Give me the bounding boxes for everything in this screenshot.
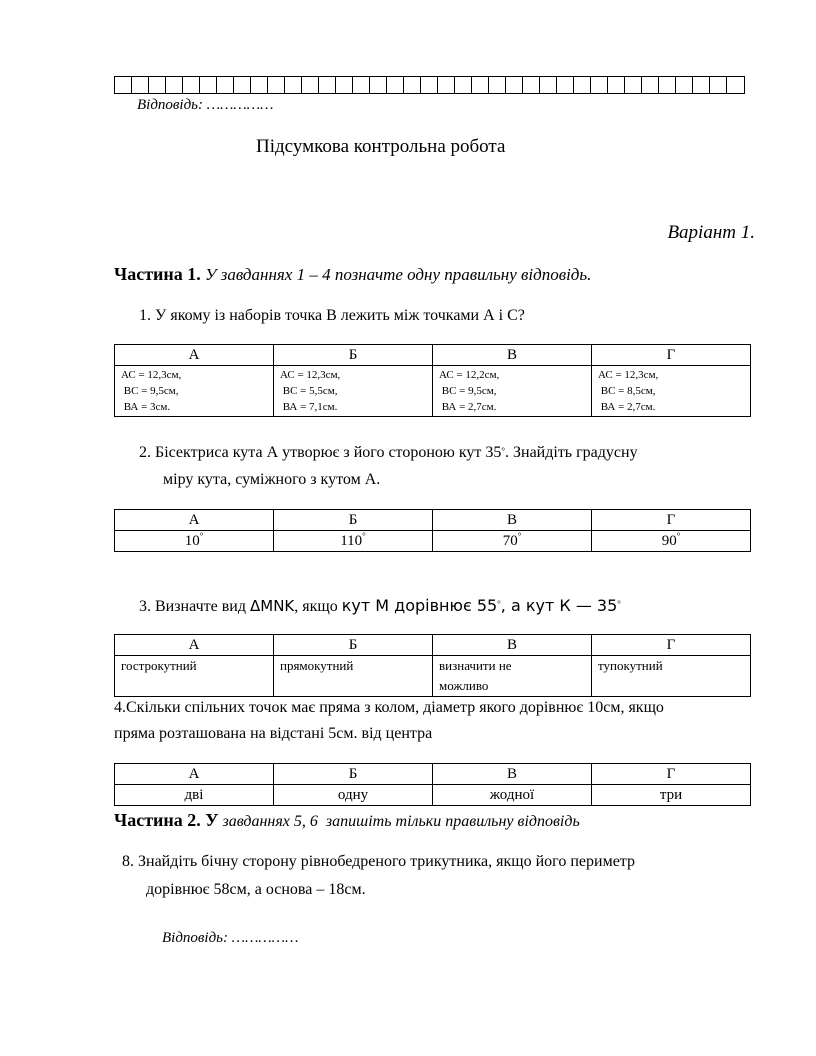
- option-line: ВС = 8,5см,: [598, 385, 656, 397]
- grid-cell: [285, 77, 302, 93]
- option-b-value: [274, 531, 433, 552]
- grid-cell: [217, 77, 234, 93]
- degree-sign: °: [199, 530, 204, 541]
- option-v-header: В: [433, 764, 592, 785]
- option-a-value: гострокутний: [115, 656, 274, 697]
- question-2-line1: [139, 440, 638, 466]
- option-v-header: В: [433, 510, 592, 531]
- option-a-header: А: [115, 764, 274, 785]
- question-4-table: [114, 763, 751, 806]
- option-b-header: Б: [274, 764, 433, 785]
- grid-cell: [710, 77, 727, 93]
- grid-cell: [421, 77, 438, 93]
- grid-cell: [268, 77, 285, 93]
- grid-cell: [404, 77, 421, 93]
- grid-cell: [115, 77, 132, 93]
- option-line: ВА = 7,1см.: [280, 401, 338, 413]
- grid-cell: [336, 77, 353, 93]
- grid-cell: [370, 77, 387, 93]
- option-line: ВА = 2,7см.: [598, 401, 656, 413]
- question-3-table: [114, 634, 751, 697]
- grid-cell: [183, 77, 200, 93]
- option-v-cell: [433, 366, 592, 417]
- question-2-line2: міру кута, суміжного з кутом А.: [163, 471, 381, 488]
- option-g-header: Г: [592, 345, 751, 366]
- question-1-table: [114, 344, 751, 417]
- option-v-value: жодної: [433, 785, 592, 806]
- question-2-text: 2. Бісектриса кута А утворює з його стороною кут 35: [139, 444, 502, 461]
- grid-cell: [557, 77, 574, 93]
- grid-cell: [642, 77, 659, 93]
- option-g-value: три: [592, 785, 751, 806]
- option-a-cell: [115, 366, 274, 417]
- part1-heading: [114, 264, 591, 285]
- option-line: ВА = 2,7см.: [439, 401, 497, 413]
- question-2-text-end: . Знайдіть градусну: [504, 444, 638, 461]
- option-a-header: А: [115, 345, 274, 366]
- grid-cell: [676, 77, 693, 93]
- question-8-line1: 8. Знайдіть бічну сторону рівнобедреного трикутника, якщо його периметр: [122, 853, 635, 870]
- grid-cell: [574, 77, 591, 93]
- bottom-answer-label: Відповідь: ……………: [162, 930, 299, 946]
- degree-sign: °: [676, 530, 681, 541]
- question-3-prefix: 3. Визначте вид: [139, 598, 250, 615]
- option-b-header: Б: [274, 345, 433, 366]
- grid-cell: [387, 77, 404, 93]
- grid-cell: [608, 77, 625, 93]
- degree-sign: °: [501, 446, 505, 456]
- top-answer-label: Відповідь: ……………: [137, 97, 274, 113]
- option-g-header: Г: [592, 635, 751, 656]
- grid-cell: [591, 77, 608, 93]
- grid-cell: [659, 77, 676, 93]
- option-g-value: [592, 531, 751, 552]
- degree-sign: °: [617, 599, 621, 609]
- question-1-text: 1. У якому із наборів точка В лежить між точками А і С?: [139, 307, 525, 324]
- option-b-cell: [274, 366, 433, 417]
- option-a-value: [115, 531, 274, 552]
- option-line: АС = 12,3см,: [121, 369, 182, 381]
- option-line: АС = 12,3см,: [598, 369, 659, 381]
- grid-cell: [489, 77, 506, 93]
- option-line: ВА = 3см.: [121, 401, 171, 413]
- option-b-value: прямокутний: [274, 656, 433, 697]
- triangle-label: ΔMNK: [249, 597, 295, 615]
- angle-value: 10: [184, 532, 200, 549]
- variant-label: Варіант 1.: [667, 222, 755, 243]
- option-v-value: визначити не можливо: [433, 656, 592, 697]
- part2-label: Частина 2.: [114, 810, 201, 830]
- grid-cell: [234, 77, 251, 93]
- option-v-value: [433, 531, 592, 552]
- page-title: Підсумкова контрольна робота: [256, 136, 506, 157]
- option-a-header: А: [115, 510, 274, 531]
- question-4-line2: пряма розташована на відстані 5см. від центра: [114, 725, 433, 742]
- option-line: АС = 12,2см,: [439, 369, 500, 381]
- angle-value: 70: [502, 532, 518, 549]
- grid-cell: [625, 77, 642, 93]
- option-v-header: В: [433, 345, 592, 366]
- grid-cell: [200, 77, 217, 93]
- grid-cell: [455, 77, 472, 93]
- grid-cell: [319, 77, 336, 93]
- grid-cell: [132, 77, 149, 93]
- grid-cell: [540, 77, 557, 93]
- question-3-middle: , якщо: [294, 598, 342, 615]
- part2-instruction: завданнях 5, 6 запишіть тільки правильну відповідь: [218, 813, 580, 830]
- option-a-value: дві: [115, 785, 274, 806]
- grid-cell: [149, 77, 166, 93]
- option-g-header: Г: [592, 764, 751, 785]
- option-b-value: одну: [274, 785, 433, 806]
- degree-sign: °: [497, 599, 501, 609]
- question-8-line2: дорівнює 58см, а основа – 18см.: [146, 881, 366, 898]
- part1-instruction: У завданнях 1 – 4 позначте одну правильну відповідь.: [205, 265, 592, 284]
- degree-sign: °: [517, 530, 522, 541]
- option-b-header: Б: [274, 635, 433, 656]
- question-3-text: [139, 593, 621, 620]
- condition-a: кут М дорівнює 55: [341, 596, 498, 615]
- grid-cell: [251, 77, 268, 93]
- question-4-line1: 4.Скільки спільних точок має пряма з колом, діаметр якого дорівнює 10см, якщо: [114, 699, 664, 716]
- angle-value: 90: [661, 532, 677, 549]
- condition-b: , а кут К — 35: [500, 596, 618, 615]
- grid-cell: [523, 77, 540, 93]
- option-g-value: тупокутний: [592, 656, 751, 697]
- part1-label: Частина 1.: [114, 264, 201, 284]
- part2-lead: У: [200, 810, 219, 830]
- part2-heading: [114, 810, 580, 831]
- grid-cell: [472, 77, 489, 93]
- option-line: ВС = 9,5см,: [121, 385, 179, 397]
- option-line: АС = 12,3см,: [280, 369, 341, 381]
- grid-cell: [693, 77, 710, 93]
- grid-cell: [302, 77, 319, 93]
- answer-grid: [114, 76, 745, 94]
- option-v-header: В: [433, 635, 592, 656]
- option-g-header: Г: [592, 510, 751, 531]
- grid-cell: [506, 77, 523, 93]
- option-b-header: Б: [274, 510, 433, 531]
- option-line: ВС = 9,5см,: [439, 385, 497, 397]
- option-a-header: А: [115, 635, 274, 656]
- grid-cell: [353, 77, 370, 93]
- option-line: ВС = 5,5см,: [280, 385, 338, 397]
- grid-cell: [727, 77, 744, 93]
- degree-sign: °: [362, 530, 366, 541]
- grid-cell: [438, 77, 455, 93]
- angle-value: 110: [340, 532, 363, 549]
- option-g-cell: [592, 366, 751, 417]
- question-2-table: [114, 509, 751, 552]
- grid-cell: [166, 77, 183, 93]
